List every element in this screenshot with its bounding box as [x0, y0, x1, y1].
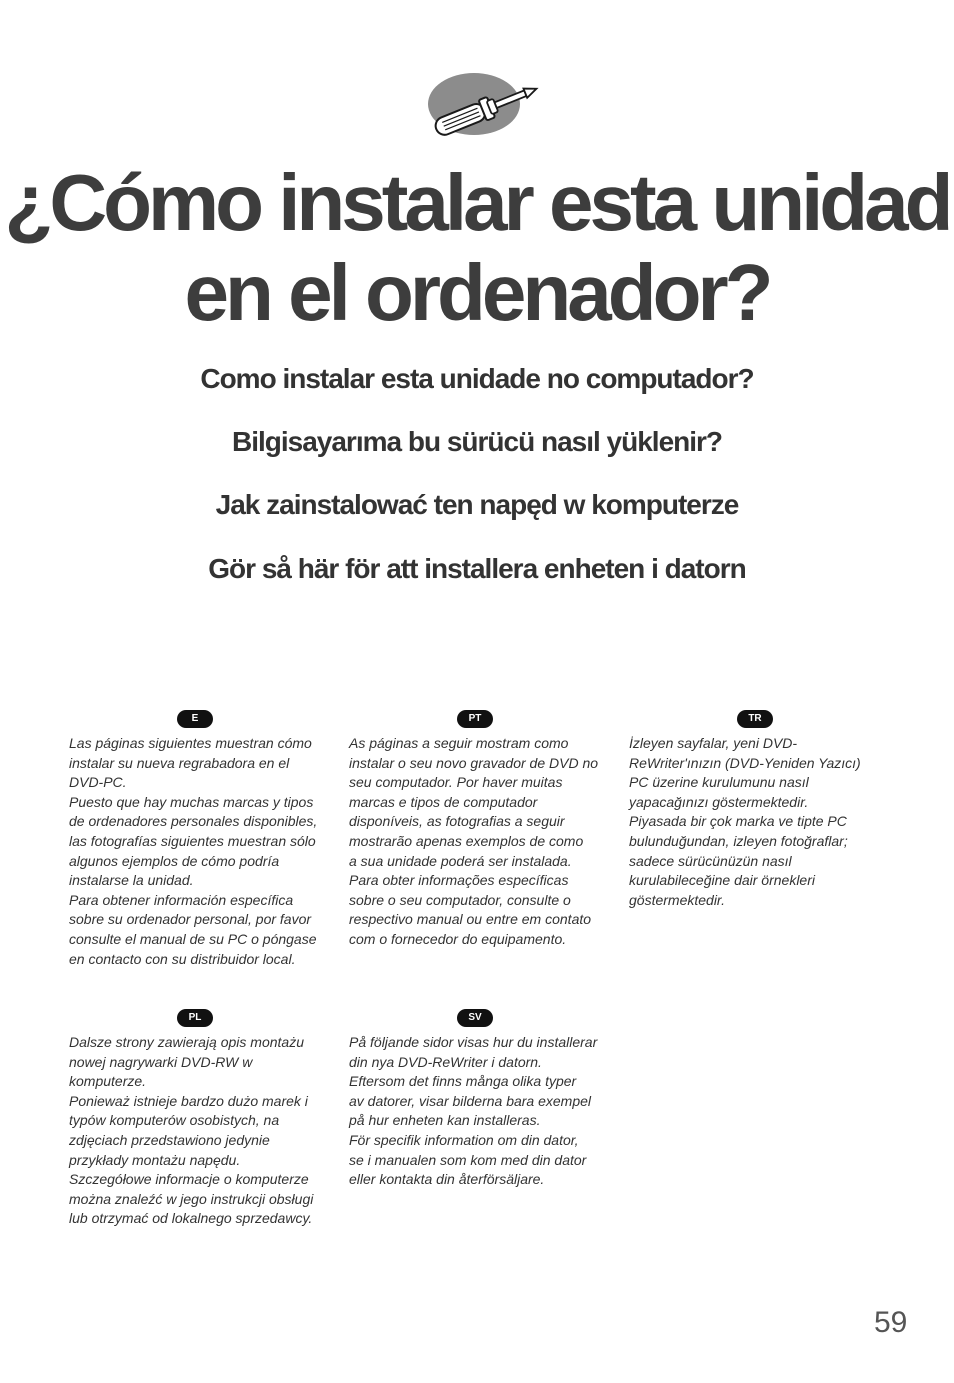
- section-text: Las páginas siguientes muestran cómo instalar su nueva regrabadora en el DVD-PC. Puesto que hay muchas marcas y tipos de ordenadores personales disponibles, las fotografías siguientes muestran sólo algunos ejemplos de cómo podría instalarse la unidad. Para obtener información específica sobre su ordenador personal, por favor consulte el manual de su PC o póngase en contacto con su distribuidor local.: [69, 735, 318, 967]
- title-line-1: ¿Cómo instalar esta unidad: [4, 158, 950, 247]
- page-number: 59: [874, 1306, 908, 1339]
- language-badge: PL: [177, 1009, 213, 1027]
- section-portuguese: [349, 710, 601, 950]
- subtitle-portuguese: Como instalar esta unidade no computador?: [200, 363, 754, 394]
- section-spanish: [69, 710, 321, 969]
- language-badge: PT: [457, 710, 493, 728]
- subtitle-turkish: Bilgisayarıma bu sürücü nasıl yüklenir?: [231, 426, 723, 457]
- section-text: İzleyen sayfalar, yeni DVD- ReWriter'ınızın (DVD-Yeniden Yazıcı) PC üzerine kurulumunu nasıl yapacağınızı göstermektedir. Piyasada bir çok marka ve tipte PC bulunduğundan, izleyen fotoğraflar; sadece sürücünüzün nasıl kurulabileceğine dair örnekleri göstermektedir.: [629, 735, 861, 908]
- section-text: På följande sidor visas hur du installerar din nya DVD-ReWriter i datorn. Eftersom det finns många olika typer av datorer, visar bilderna bara exempel på hur enheten kan installeras. För specifik information om din dator, se i manualen som kom med din dator eller kontakta din återförsäljare.: [349, 1034, 598, 1188]
- page-title: [0, 158, 954, 338]
- section-turkish: [629, 710, 881, 910]
- subtitle-swedish: Gör så här för att installera enheten i datorn: [208, 553, 746, 584]
- language-badge: SV: [457, 1009, 493, 1027]
- section-swedish: [349, 1009, 601, 1190]
- title-line-2: en el ordenador?: [184, 248, 770, 337]
- screwdriver-icon: [426, 72, 546, 138]
- section-text: As páginas a seguir mostram como instalar o seu novo gravador de DVD no seu computador. Por haver muitas marcas e tipos de computador disponíveis, as fotografias a seguir mostrarão apenas exemplos de como a sua unidade poderá ser instalada. Para obter informações específicas sobre o seu computador, consulte o respectivo manual ou entre em contato com o fornecedor do equipamento.: [349, 735, 599, 947]
- subtitle-polish: Jak zainstalować ten napęd w komputerze: [215, 489, 739, 520]
- language-badge: TR: [737, 710, 773, 728]
- section-text: Dalsze strony zawierają opis montażu nowej nagrywarki DVD-RW w komputerze. Ponieważ istnieje bardzo dużo marek i typów komputerów osobistych, na zdjęciach przedstawiono jedynie przykłady montażu napędu. Szczegółowe informacje o komputerze można znaleźć w jego instrukcji obsługi lub otrzymać od lokalnego sprzedawcy.: [69, 1034, 314, 1227]
- language-badge: E: [177, 710, 213, 728]
- section-polish: [69, 1009, 321, 1229]
